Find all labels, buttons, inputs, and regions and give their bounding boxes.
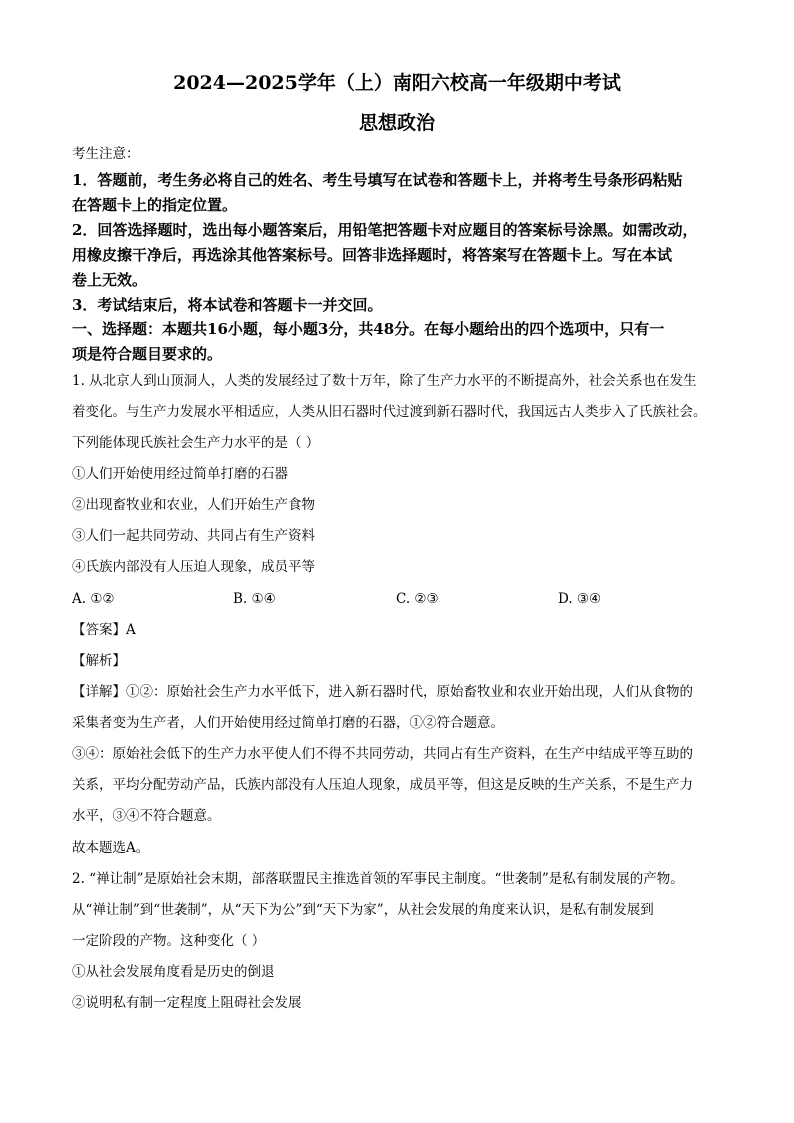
subject-title: 思想政治 — [358, 112, 435, 134]
q1-option-d: D. ③④ — [558, 591, 602, 607]
q2-statement: ①从社会发展角度看是历史的倒退 — [72, 964, 275, 980]
notice-line: 3．考试结束后，将本试卷和答题卡一并交回。 — [72, 296, 383, 314]
q1-stem-line: 着变化。与生产力发展水平相适应，人类从旧石器时代过渡到新石器时代，我国远古人类步入了氏族社会。 — [72, 404, 707, 420]
notice-line: 1．答题前，考生务必将自己的姓名、考生号填写在试卷和答题卡上，并将考生号条形码粘贴 — [72, 171, 683, 189]
q1-conclusion: 故本题选A。 — [72, 840, 150, 856]
q2-statement: ②说明私有制一定程度上阻碍社会发展 — [72, 995, 302, 1011]
q1-option-c: C. ②③ — [396, 591, 439, 607]
q1-option-a: A. ①② — [72, 591, 115, 607]
q1-stem-line: 1. 从北京人到山顶洞人，人类的发展经过了数十万年，除了生产力水平的不断提高外，社会关系也在发生 — [72, 373, 697, 389]
q2-stem-line: 从“禅让制”到“世袭制”，从“天下为公”到“天下为家”，从社会发展的角度来认识，是私有制发展到 — [72, 902, 654, 918]
notice-heading: 考生注意： — [72, 146, 140, 162]
q1-statement: ②出现畜牧业和农业，人们开始生产食物 — [72, 497, 315, 513]
q2-stem-line: 一定阶段的产物。这种变化（ ） — [72, 933, 266, 949]
q1-analysis-label: 【解析】 — [72, 653, 126, 669]
q1-stem-line: 下列能体现氏族社会生产力水平的是（ ） — [72, 435, 320, 451]
section-heading: 项是符合题目要求的。 — [72, 345, 223, 363]
q1-statement: ①人们开始使用经过简单打磨的石器 — [72, 466, 288, 482]
notice-line: 2．回答选择题时，选出每小题答案后，用铅笔把答题卡对应题目的答案标号涂黑。如需改动， — [72, 221, 698, 239]
notice-line: 卷上无效。 — [72, 271, 148, 289]
q1-detail-line: 【详解】①②：原始社会生产力水平低下，进入新石器时代，原始畜牧业和农业开始出现，人们从食物的 — [72, 684, 693, 700]
q1-statement: ③人们一起共同劳动、共同占有生产资料 — [72, 528, 315, 544]
q1-option-b: B. ①④ — [233, 591, 276, 607]
q1-detail-line: 采集者变为生产者，人们开始使用经过简单打磨的石器，①②符合题意。 — [72, 715, 504, 731]
q1-detail-line: ③④：原始社会低下的生产力水平使人们不得不共同劳动，共同占有生产资料，在生产中结成平等互助的 — [72, 746, 693, 762]
q1-statement: ④氏族内部没有人压迫人现象，成员平等 — [72, 559, 315, 575]
q1-detail-line: 水平，③④不符合题意。 — [72, 808, 221, 824]
q2-stem-line: 2. “禅让制”是原始社会末期，部落联盟民主推选首领的军事民主制度。“世袭制”是私有制发展的产物。 — [72, 871, 684, 887]
notice-line: 用橡皮擦干净后，再选涂其他答案标号。回答非选择题时，将答案写在答题卡上。写在本试 — [72, 246, 673, 264]
notice-line: 在答题卡上的指定位置。 — [72, 196, 238, 214]
exam-title: 2024—2025学年（上）南阳六校高一年级期中考试 — [173, 72, 621, 94]
q1-detail-line: 关系，平均分配劳动产品，氏族内部没有人压迫人现象，成员平等，但这是反映的生产关系，不是生产力 — [72, 777, 693, 793]
section-heading: 一、选择题：本题共16小题，每小题3分，共48分。在每小题给出的四个选项中，只有一 — [72, 320, 665, 338]
q1-answer: 【答案】A — [72, 622, 136, 638]
